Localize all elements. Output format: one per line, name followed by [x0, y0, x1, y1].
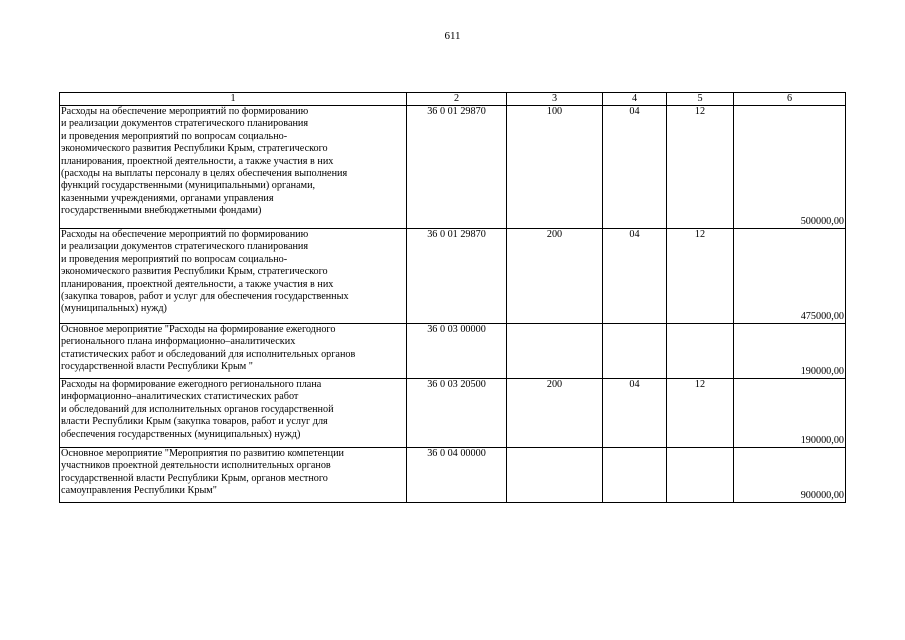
row-code-cell: 36 0 04 00000	[407, 448, 507, 503]
table-row	[60, 324, 846, 379]
row-code-cell: 36 0 03 20500	[407, 379, 507, 448]
row-expense-type-cell	[507, 324, 603, 379]
row-section-cell	[603, 448, 667, 503]
row-name-cell: Расходы на формирование ежегодного регионального плана информационно–аналитических статистических работ и обследований для исполнительных органов государственной власти Республики Крым (закупка товаров, работ и услуг для обеспечения государственных (муниципальных) нужд)	[60, 379, 407, 448]
row-subsection-cell: 12	[667, 379, 734, 448]
row-name-cell: Основное мероприятие "Мероприятия по развитию компетенции участников проектной деятельности исполнительных органов государственной власти Республики Крым, органов местного самоуправления Республики Крым"	[60, 448, 407, 503]
row-name-cell: Расходы на обеспечение мероприятий по формированию и реализации документов стратегического планирования и проведения мероприятий по вопросам социально- экономического развития Республики Крым, стратегического планирования, проектной деятельности, а также участия в них (закупка товаров, работ и услуг для обеспечения государственных (муниципальных) нужд)	[60, 229, 407, 324]
row-name-cell: Основное мероприятие "Расходы на формирование ежегодного регионального плана информационно–аналитических статистических работ и обследований для исполнительных органов государственной власти Республики Крым "	[60, 324, 407, 379]
row-subsection-cell: 12	[667, 106, 734, 229]
row-code-cell: 36 0 03 00000	[407, 324, 507, 379]
row-expense-type-cell: 200	[507, 379, 603, 448]
table-row	[60, 448, 846, 503]
row-code-cell: 36 0 01 29870	[407, 229, 507, 324]
row-expense-type-cell	[507, 448, 603, 503]
page-number: 611	[444, 30, 461, 42]
row-code-cell: 36 0 01 29870	[407, 106, 507, 229]
table-row	[60, 379, 846, 448]
row-section-cell: 04	[603, 229, 667, 324]
budget-table	[59, 92, 846, 503]
column-header-5: 5	[667, 93, 734, 106]
row-sum-cell: 190000,00	[734, 379, 846, 448]
row-expense-type-cell: 100	[507, 106, 603, 229]
row-expense-type-cell: 200	[507, 229, 603, 324]
row-section-cell	[603, 324, 667, 379]
row-sum-cell: 475000,00	[734, 229, 846, 324]
row-section-cell: 04	[603, 106, 667, 229]
row-subsection-cell	[667, 324, 734, 379]
row-sum-cell: 900000,00	[734, 448, 846, 503]
column-header-1: 1	[60, 93, 407, 106]
table-row	[60, 106, 846, 229]
row-sum-cell: 190000,00	[734, 324, 846, 379]
column-header-2: 2	[407, 93, 507, 106]
row-subsection-cell	[667, 448, 734, 503]
row-name-cell: Расходы на обеспечение мероприятий по формированию и реализации документов стратегического планирования и проведения мероприятий по вопросам социально- экономического развития Республики Крым, стратегического планирования, проектной деятельности, а также участия в них (расходы на выплаты персоналу в целях обеспечения выполнения функций государственными (муниципальными) органами, казенными учреждениями, органами управления государственными внебюджетными фондами)	[60, 106, 407, 229]
row-subsection-cell: 12	[667, 229, 734, 324]
row-sum-cell: 500000,00	[734, 106, 846, 229]
row-section-cell: 04	[603, 379, 667, 448]
column-header-3: 3	[507, 93, 603, 106]
table-header-row	[60, 93, 846, 106]
column-header-6: 6	[734, 93, 846, 106]
table-row	[60, 229, 846, 324]
column-header-4: 4	[603, 93, 667, 106]
